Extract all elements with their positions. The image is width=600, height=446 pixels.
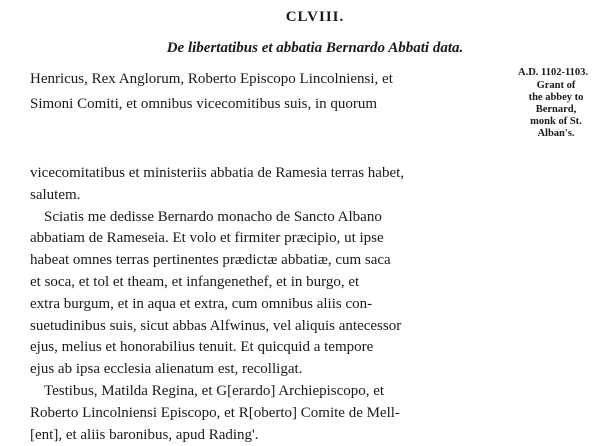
charter-body (30, 163, 500, 446)
body-line: extra burgum, et in aqua et extra, cum omnibus aliis con- (30, 295, 373, 312)
margin-note (512, 67, 600, 140)
intro-line: Simoni Comiti, et omnibus vicecomitibus suis, in quorum (30, 96, 378, 112)
body-line: vicecomitatibus et ministeriis abbatia de Ramesia terras habet, (30, 165, 405, 181)
charter-title: De libertatibus et abbatia Bernardo Abbati data. (166, 40, 464, 56)
body-line: [ent], et aliis baronibus, apud Rading'. (30, 426, 259, 443)
margin-note-line: Alban's. (537, 128, 575, 139)
body-line: Sciatis me dedisse Bernardo monacho de Sancto Albano (44, 208, 382, 225)
body-line: Testibus, Matilda Regina, et G[erardo] Archiepiscopo, et (44, 382, 385, 399)
charter-number: CLVIII. (285, 9, 345, 25)
body-line: ejus, melius et honorabilius tenuit. Et quicquid a tempore (30, 339, 374, 356)
body-line: suetudinibus suis, sicut abbas Alfwinus, vel aliquis antecessor (30, 317, 402, 334)
body-line: ejus ab ipsa ecclesia alienatum est, recolligat. (30, 361, 303, 378)
margin-note-date: A.D. 1102-1103. (518, 67, 589, 78)
margin-note-line: the abbey to (528, 92, 584, 103)
body-line: Roberto Lincolniensi Episcopo, et R[oberto] Comite de Mell- (30, 404, 400, 421)
margin-note-line: Bernard, (535, 104, 577, 115)
body-line: habeat omnes terras pertinentes prædictæ abbatiæ, cum saca (30, 252, 391, 269)
body-line: salutem. (30, 186, 81, 203)
margin-note-line: monk of St. (530, 116, 582, 127)
intro-line: Henricus, Rex Anglorum, Roberto Episcopo Lincolniensi, et (30, 71, 393, 87)
body-line: et soca, et tol et theam, et infangenethef, et in burgo, et (30, 273, 360, 290)
body-line: abbatiam de Rameseia. Et volo et firmiter præcipio, ut ipse (30, 230, 384, 247)
charter-intro (30, 67, 500, 117)
margin-note-line: Grant of (536, 80, 576, 91)
